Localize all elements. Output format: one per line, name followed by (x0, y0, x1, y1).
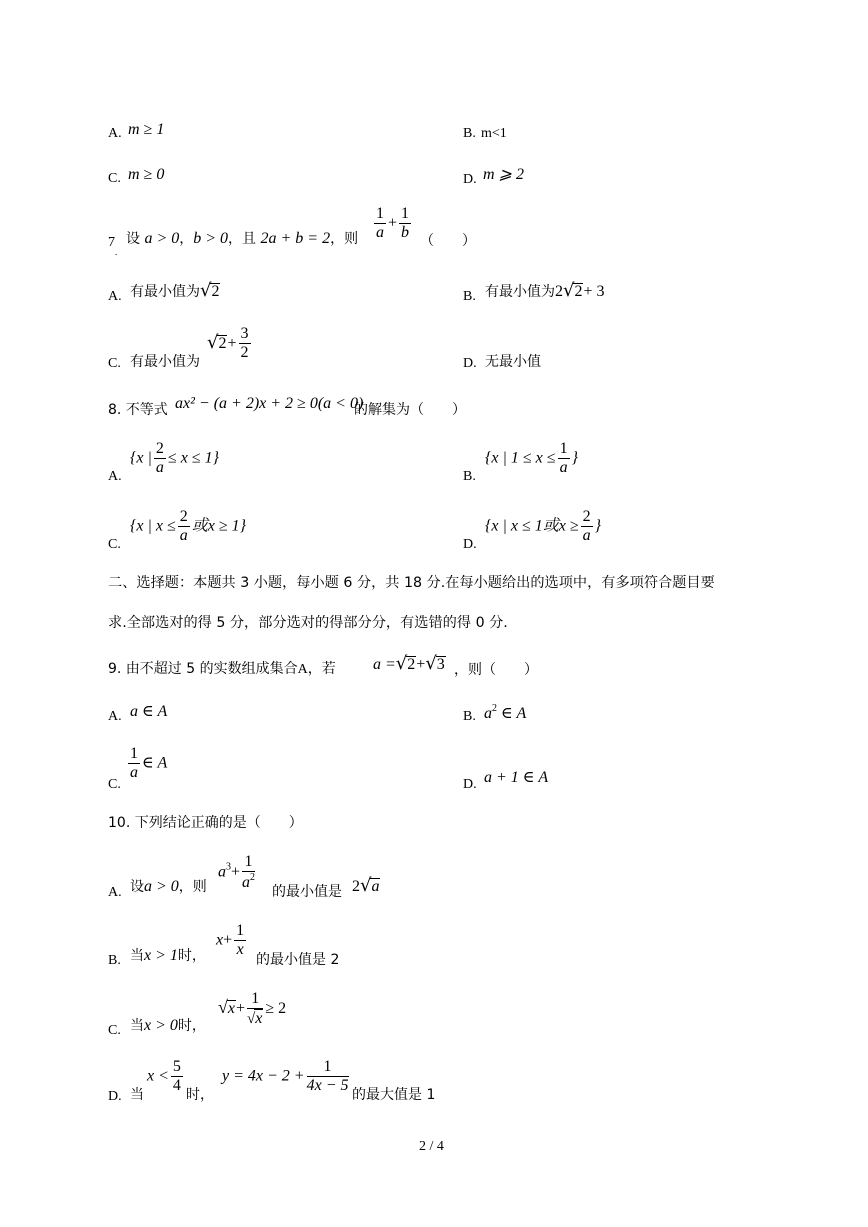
q8-option-d-label: D. (463, 537, 477, 552)
q9-option-c-expr: $\frac{1}{a}$ ∈ A (130, 745, 168, 782)
q7-option-a: 有最小值为√2 (130, 280, 220, 301)
q10-option-d-label: D. (108, 1089, 122, 1104)
q6-option-c-expr: m ≥ 0 (128, 166, 165, 183)
q7-option-d-text: 无最小值 (485, 354, 541, 370)
q8-option-c-label: C. (108, 537, 121, 552)
q10-option-c-cond: 当x > 0时， (130, 1017, 206, 1034)
sqrt-icon: √ (425, 653, 437, 674)
sqrt-icon: √ (247, 1011, 256, 1028)
page-number: 2 / 4 (419, 1139, 444, 1154)
q9-option-d-expr: a + 1 ∈ A (484, 769, 549, 786)
q7-fraction-expr: $\frac{1}{a}$ + $\frac{1}{b}$ (376, 205, 410, 242)
q10-option-d-suffix: 的最大值是 1 (352, 1087, 436, 1103)
q10-option-a-expr: $a^3+$ $\frac{1}{a^2}$ (218, 853, 256, 892)
q6-option-d-label: D. (463, 172, 477, 187)
q6-option-d-expr: m ⩾ 2 (483, 166, 524, 183)
q8-option-a-expr: {x | $\frac{2}{a}$ ≤ x ≤ 1} (130, 440, 219, 477)
sqrt-icon: √ (360, 875, 372, 896)
sqrt-icon: √ (563, 280, 575, 301)
q9-stem: 9. 由不超过 5 的实数组成集合A，若 (108, 661, 336, 677)
q10-option-b-suffix: 的最小值是 2 (256, 952, 340, 968)
q10-option-a-value: 2√a (352, 875, 380, 896)
q7-option-c-text: 有最小值为 (130, 354, 200, 370)
q7-cond-sum: 2a + b = 2 (260, 230, 331, 247)
q9-option-c-label: C. (108, 777, 121, 792)
q10-option-a-suffix: 的最小值是 (272, 884, 342, 900)
q10-option-d-expr: y = 4x − 2 + $\frac{1}{4x - 5}$ (222, 1058, 349, 1095)
q10-option-a-cond: 设a > 0，则 (130, 878, 207, 895)
section-2-heading-line1: 二、选择题：本题共 3 小题，每小题 6 分，共 18 分.在每小题给出的选项中，有多项符合题目要 (108, 575, 715, 591)
q7-answer-paren: （ ） (420, 233, 476, 249)
q9-expr: a =√2+√3 (373, 653, 445, 674)
q8-option-c-expr: {x | x ≤ $\frac{2}{a}$ 或x ≥ 1} (130, 508, 247, 545)
q10-option-c-expr: √x+ $\frac{1}{√x}$ ≥ 2 (218, 990, 287, 1028)
q8-inequality: ax² − (a + 2)x + 2 ≥ 0(a < 0) (175, 395, 364, 412)
sqrt-icon: √ (200, 280, 212, 301)
q9-option-b-label: B. (463, 709, 476, 724)
q7-number: 7 (108, 235, 115, 250)
q8-stem-start: 8. 不等式 (108, 402, 168, 418)
q9-option-b-expr: $a^2$ ∈ A (484, 703, 527, 722)
q6-option-c-label: C. (108, 171, 121, 186)
q10-option-d-condition: x < $\frac{5}{4}$ (147, 1058, 181, 1095)
q6-option-b-label: B. (463, 126, 476, 141)
q7-option-b-label: B. (463, 289, 476, 304)
q8-option-d-expr: {x | x ≤ 1或x ≥ $\frac{2}{a}$ } (485, 508, 602, 545)
q9-option-d-label: D. (463, 777, 477, 792)
q7-stem: 设 a > 0，b > 0，且 2a + b = 2，则 (126, 230, 359, 247)
q6-option-a-expr: m ≥ 1 (128, 121, 165, 138)
q8-option-a-label: A. (108, 469, 122, 484)
q6-option-b-expr: m<1 (481, 126, 507, 141)
q10-option-d-t1: 当 (130, 1087, 144, 1103)
q9-stem-end: ，则（ ） (454, 662, 538, 678)
sqrt-icon: √ (218, 997, 228, 1018)
q9-option-a-label: A. (108, 709, 122, 724)
q8-option-b-label: B. (463, 469, 476, 484)
q7-option-c-label: C. (108, 356, 121, 371)
section-2-heading-line2: 求.全部选对的得 5 分，部分选对的得部分分，有选错的得 0 分. (108, 615, 508, 631)
sqrt-icon: √ (207, 331, 219, 353)
q7-option-a-label: A. (108, 289, 122, 304)
q7-option-c-expr: √2+ $\frac{3}{2}$ (207, 325, 249, 362)
q10-option-d-t2: 时， (186, 1087, 214, 1103)
q10-option-b-expr: x+ $\frac{1}{x}$ (216, 922, 245, 959)
q7-option-d-label: D. (463, 356, 477, 371)
q6-option-a-label: A. (108, 126, 122, 141)
q7-cond-a: a > 0 (144, 230, 180, 247)
q7-cond-b: b > 0 (193, 230, 229, 247)
q8-stem-end: 的解集为（ ） (354, 402, 466, 418)
q10-option-b-label: B. (108, 953, 121, 968)
q7-option-b: 有最小值为2√2+ 3 (485, 280, 605, 301)
q10-option-b-cond: 当x > 1时， (130, 947, 206, 964)
q10-option-c-label: C. (108, 1023, 121, 1038)
q8-option-b-expr: {x | 1 ≤ x ≤ $\frac{1}{a}$ } (485, 440, 578, 477)
q10-stem: 10. 下列结论正确的是（ ） (108, 815, 303, 831)
sqrt-icon: √ (395, 653, 408, 674)
q9-option-a-expr: a ∈ A (130, 703, 168, 720)
q7-number-dot: . (115, 247, 118, 257)
q10-option-a-label: A. (108, 885, 122, 900)
